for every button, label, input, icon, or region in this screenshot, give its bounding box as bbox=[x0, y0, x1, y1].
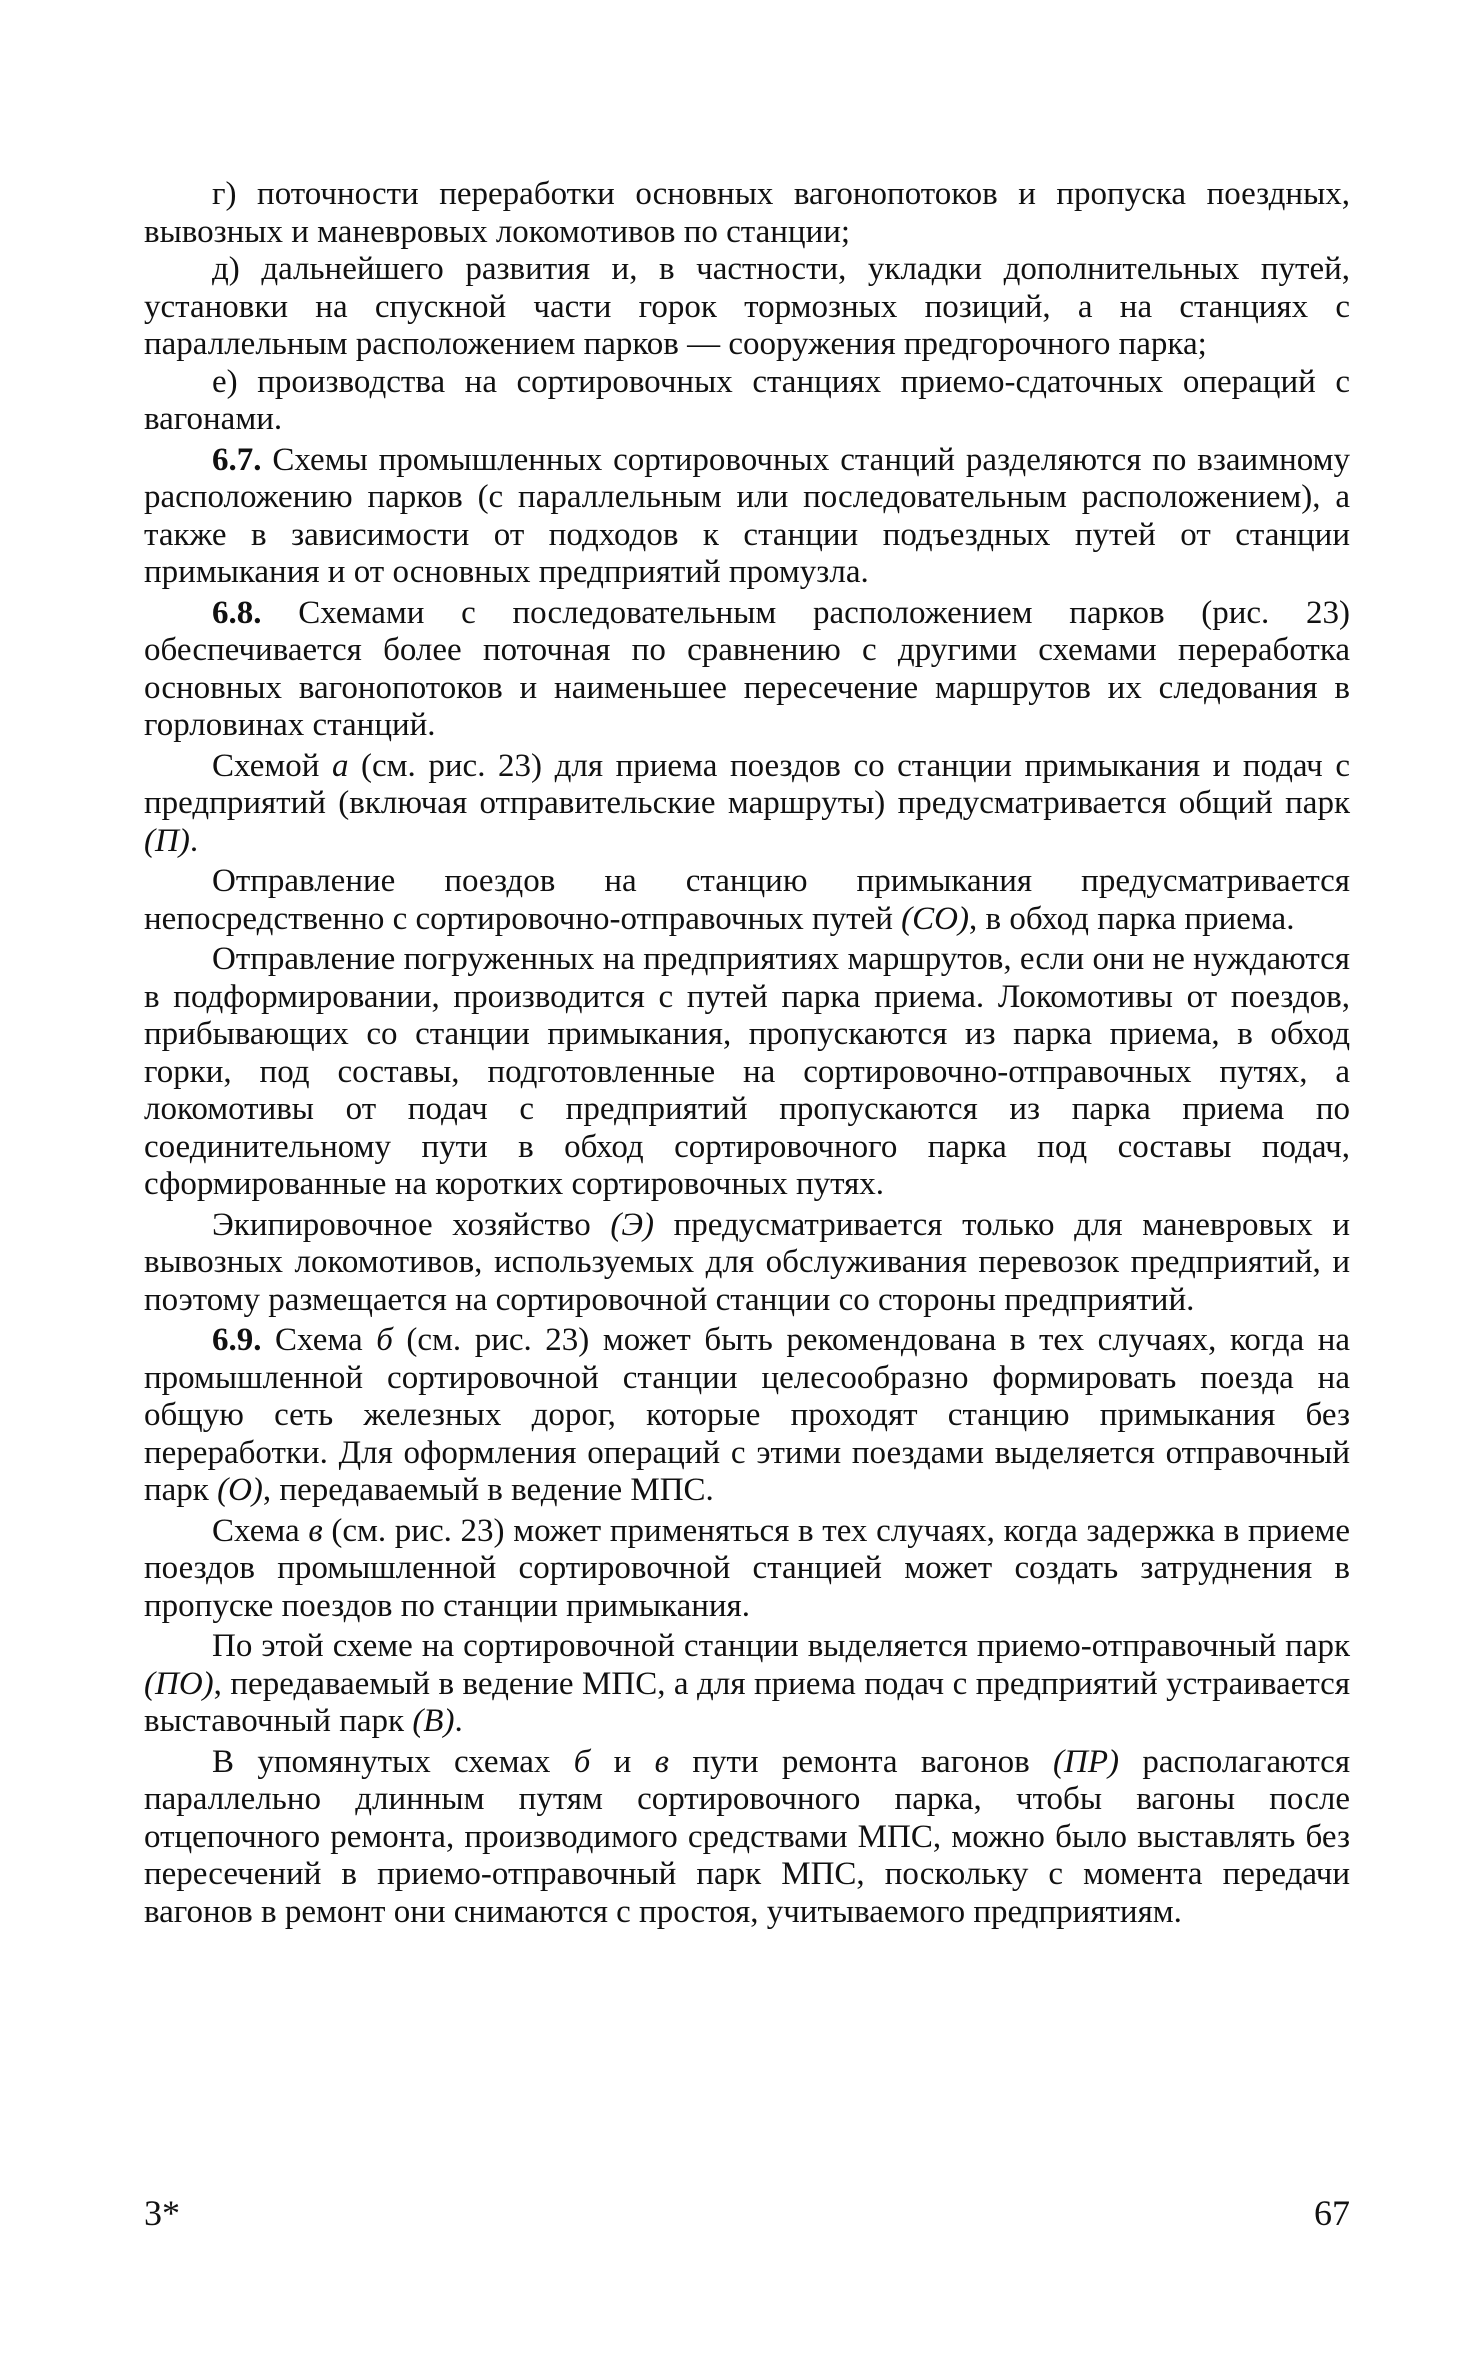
section-text: Схемы промышленных сортировочных станций разделяются по взаимному расположению парков (с параллельным или последовательным расположением), а также в зависимости от подходов к станции подъездных путей от станции примыкания и от основных предприятий промузла. bbox=[144, 441, 1350, 590]
park-code: (ПР) bbox=[1053, 1743, 1119, 1780]
park-code: (О) bbox=[217, 1472, 263, 1508]
text-run: По этой схеме на сортировочной станции выделяется приемо-отправочный парк bbox=[212, 1628, 1350, 1664]
list-item-g: г) поточности переработки основных вагонопотоков и пропуска поездных, вывозных и маневровых локомотивов по станции; bbox=[144, 176, 1350, 250]
section-6-9 bbox=[144, 1322, 1350, 1510]
park-code: (СО) bbox=[901, 900, 969, 937]
text-run: В упомянутых схемах bbox=[212, 1743, 574, 1780]
text-run: . bbox=[454, 1703, 463, 1739]
park-code: (В) bbox=[412, 1703, 455, 1739]
text-run: располагаются параллельно длинным путям сортировочного парка, чтобы вагоны после отцепочного ремонта, производимого средствами МПС, можно было выставлять без пересечений в приемо-отправочный парк МПС, поскольку с момента передачи вагонов в ремонт они снимаются с простоя, учитываемого предприятиям. bbox=[144, 1743, 1351, 1930]
paragraph-scheme-a bbox=[144, 748, 1350, 861]
scheme-letter: б bbox=[573, 1743, 591, 1780]
section-number: 6.9. bbox=[212, 1322, 262, 1358]
text-run: , передаваемый в ведение МПС, а для приема подач с предприятий устраивается выставочный парк bbox=[144, 1665, 1350, 1739]
scheme-letter: в bbox=[654, 1743, 669, 1780]
paragraph-equipment bbox=[144, 1207, 1350, 1320]
printer-signature: 3* bbox=[144, 2193, 180, 2233]
paragraph-repair-tracks bbox=[144, 1744, 1350, 1932]
park-code: (Э) bbox=[610, 1206, 655, 1243]
text-run: (см. рис. 23) для приема поездов со станции примыкания и подач с предприятий (включая отправительские маршруты) предусматривается общий парк bbox=[144, 747, 1350, 821]
paragraph-departure bbox=[144, 863, 1350, 938]
paragraph-loaded-routes: Отправление погруженных на предприятиях маршрутов, если они не нуждаются в подформировании, производится с путей парка приема. Локомотивы от поездов, прибывающих со станции примыкания, пропускаются из парка приема, в обход горки, под составы, подготовленные на сортировочно-отправочных путях, а локомотивы от подач с предприятий пропускаются из парка приема по соединительному пути в обход сортировочного парка под составы подач, сформированные на коротких сортировочных путях. bbox=[144, 941, 1350, 1202]
text-run: пути ремонта вагонов bbox=[669, 1743, 1054, 1780]
section-number: 6.8. bbox=[212, 594, 262, 631]
park-code: (ПО) bbox=[144, 1665, 214, 1702]
text-run: , в обход парка приема. bbox=[969, 900, 1295, 937]
paragraph-scheme-v bbox=[144, 1513, 1350, 1626]
text-run: предусматривается только для маневровых и вывозных локомотивов, используемых для обслуживания перевозок предприятий, и поэтому размещается на сортировочной станции со стороны предприятий. bbox=[144, 1206, 1350, 1318]
scheme-letter: в bbox=[308, 1512, 323, 1549]
paragraph-scheme-details bbox=[144, 1628, 1350, 1741]
page-number: 67 bbox=[1314, 2193, 1350, 2233]
section-6-8 bbox=[144, 595, 1350, 745]
text-run: Схема bbox=[212, 1512, 309, 1549]
list-item-e: е) производства на сортировочных станциях приемо-сдаточных операций с вагонами. bbox=[144, 363, 1350, 437]
section-6-7 bbox=[144, 442, 1350, 592]
list-item-d: д) дальнейшего развития и, в частности, укладки дополнительных путей, установки на спускной части горок тормозных позиций, а на станциях с параллельным расположением парков — сооружения предгорочного парка; bbox=[144, 251, 1350, 362]
text-run: (см. рис. 23) может быть рекомендована в тех случаях, когда на промышленной сортировочной станции целесообразно формировать поезда на общую сеть железных дорог, которые проходят станцию примыкания без переработки. Для оформления операций с этими поездами выделяется отправочный парк bbox=[144, 1322, 1351, 1508]
text-run: , передаваемый в ведение МПС. bbox=[262, 1472, 714, 1508]
text-run: Схема bbox=[261, 1322, 377, 1358]
section-text: Схемами с последовательным расположением парков (рис. 23) обеспечивается более поточная по сравнению с другими схемами переработка основных вагонопотоков и наименьшее пересечение маршрутов их следования в горловинах станций. bbox=[144, 594, 1350, 743]
text-run: . bbox=[189, 822, 199, 859]
text-run: Экипировочное хозяйство bbox=[212, 1206, 611, 1243]
park-code: (П) bbox=[144, 822, 190, 859]
scheme-letter: б bbox=[376, 1322, 393, 1358]
text-run: и bbox=[590, 1743, 655, 1780]
page-body bbox=[144, 176, 1350, 1934]
text-run: Схемой bbox=[212, 747, 332, 784]
scheme-letter: а bbox=[331, 747, 349, 784]
section-number: 6.7. bbox=[212, 441, 262, 478]
page-footer bbox=[144, 2192, 1350, 2242]
text-run: Отправление поездов на станцию примыкания предусматривается непосредственно с сортировочно-отправочных путей bbox=[144, 863, 1350, 937]
text-run: (см. рис. 23) может применяться в тех случаях, когда задержка в приеме поездов промышленной сортировочной станцией может создать затруднения в пропуске поездов по станции примыкания. bbox=[144, 1512, 1350, 1624]
